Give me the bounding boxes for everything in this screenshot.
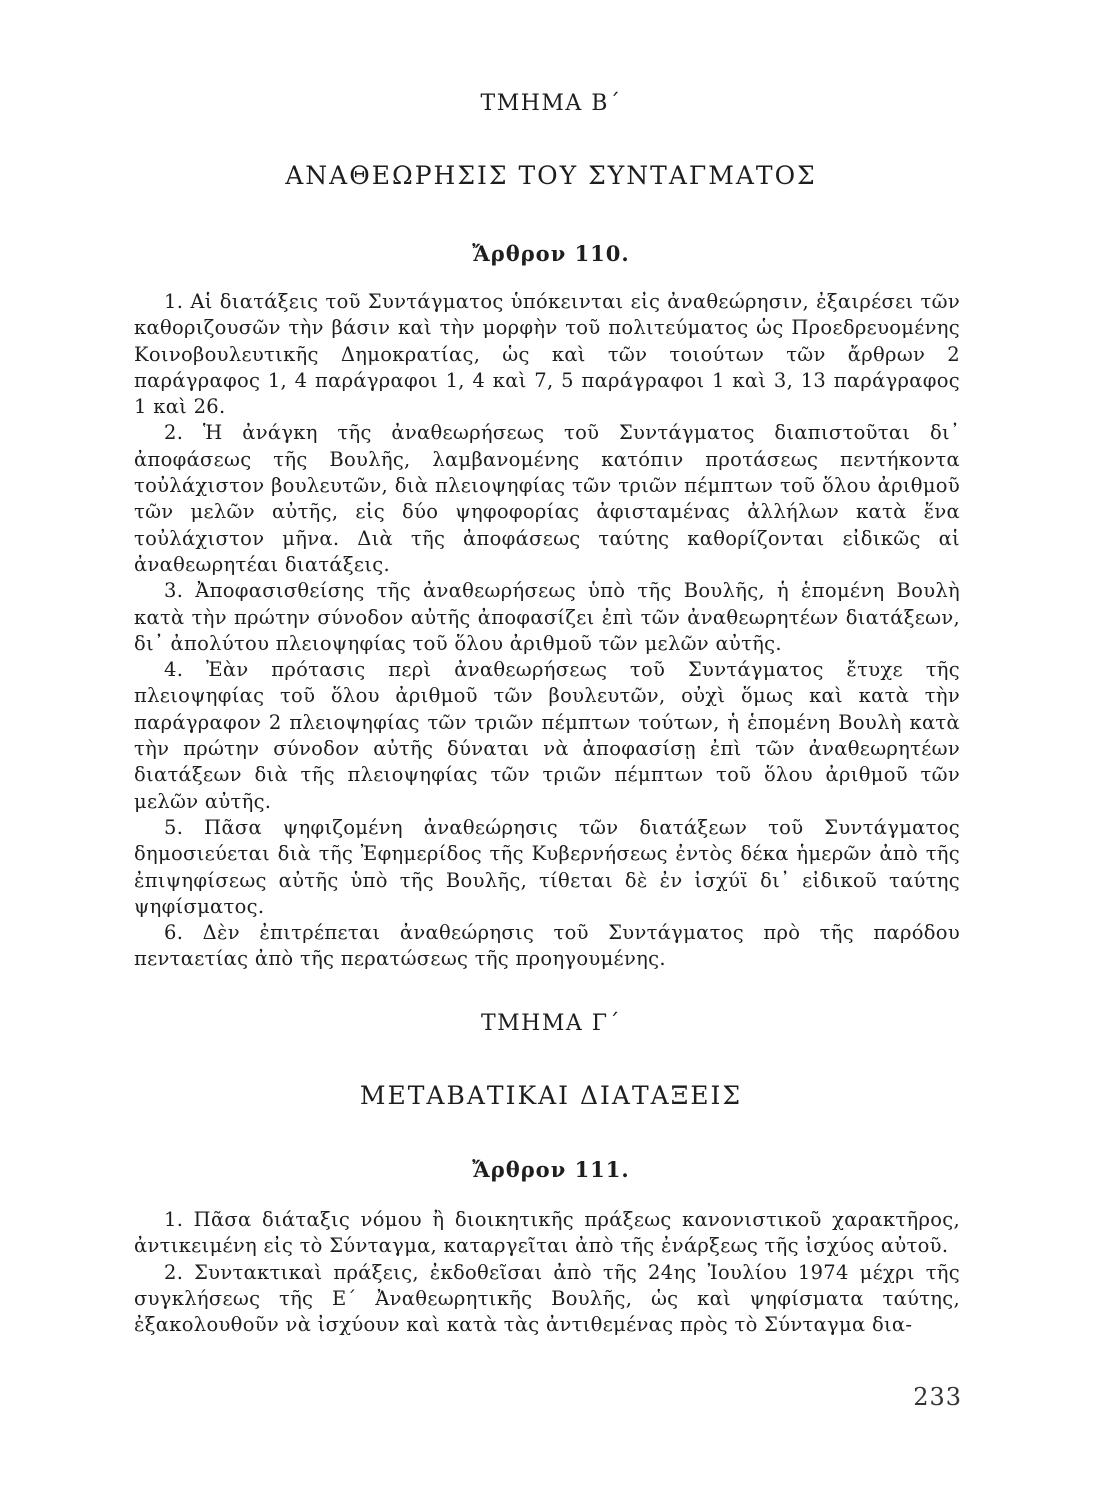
section-c-title: ΜΕΤΑΒΑΤΙΚΑΙ ΔΙΑΤΑΞΕΙΣ	[359, 1081, 743, 1110]
article-110-body	[134, 289, 960, 973]
article-111-heading: Ἄρθρον 111.	[472, 1157, 630, 1182]
section-c-heading: ΤΜΗΜΑ Γ΄	[480, 1011, 622, 1036]
section-b-heading: ΤΜΗΜΑ Β΄	[480, 91, 622, 116]
article-111-paragraph-2: 2. Συντακτικαὶ πράξεις, ἐκδοθεῖσαι ἀπὸ τῆς 24ης Ἰουλίου 1974 μέχρι τῆς συγκλήσεως τῆς Ε΄ Ἀναθεωρητικῆς Βουλῆς, ὡς καὶ ψηφίσματα ταύτης, ἐξακολουθοῦν νὰ ἰσχύουν καὶ κατὰ τὰς ἀντιθεμένας πρὸς τὸ Σύνταγμα δια-	[134, 1260, 960, 1337]
article-110-heading: Ἄρθρον 110.	[472, 241, 630, 266]
article-110-paragraph-1: 1. Αἱ διατάξεις τοῦ Συντάγματος ὑπόκεινται εἰς ἀναθεώρησιν, ἐξαιρέσει τῶν καθοριζουσῶν τὴν βάσιν καὶ τὴν μορφὴν τοῦ πολιτεύματος ὡς Προεδρευομένης Κοινοβουλευτικῆς Δημοκρατίας, ὡς καὶ τῶν τοιούτων τῶν ἄρθρων 2 παράγραφος 1, 4 παράγραφοι 1, 4 καὶ 7, 5 παράγραφοι 1 καὶ 3, 13 παράγραφος 1 καὶ 26.	[134, 290, 960, 419]
article-110-paragraph-5: 5. Πᾶσα ψηφιζομένη ἀναθεώρησις τῶν διατάξεων τοῦ Συντάγματος δημοσιεύεται διὰ τῆς Ἐφημερίδος τῆς Κυβερνήσεως ἐντὸς δέκα ἡμερῶν ἀπὸ τῆς ἐπιψηφίσεως αὐτῆς ὑπὸ τῆς Βουλῆς, τίθεται δὲ ἐν ἰσχύϊ δι᾿ εἰδικοῦ ταύτης ψηφίσματος.	[134, 815, 960, 918]
article-110-paragraph-2: 2. Ἡ ἀνάγκη τῆς ἀναθεωρήσεως τοῦ Συντάγματος διαπιστοῦται δι᾿ ἀποφάσεως τῆς Βουλῆς, λαμβανομένης κατόπιν προτάσεως πεντήκοντα τοὐλάχιστον βουλευτῶν, διὰ πλειοψηφίας τῶν τριῶν πέμπτων τοῦ ὅλου ἀριθμοῦ τῶν μελῶν αὐτῆς, εἰς δύο ψηφοφορίας ἀφισταμένας ἀλλήλων κατὰ ἕνα τοὐλάχιστον μῆνα. Διὰ τῆς ἀποφάσεως ταύτης καθορίζονται εἰδικῶς αἱ ἀναθεωρητέαι διατάξεις.	[134, 421, 960, 576]
article-111-body	[134, 1207, 960, 1338]
article-110-paragraph-3: 3. Ἀποφασισθείσης τῆς ἀναθεωρήσεως ὑπὸ τῆς Βουλῆς, ἡ ἑπομένη Βουλὴ κατὰ τὴν πρώτην σύνοδον αὐτῆς ἀποφασίζει ἐπὶ τῶν ἀναθεωρητέων διατάξεων, δι᾿ ἀπολύτου πλειοψηφίας τοῦ ὅλου ἀριθμοῦ τῶν μελῶν αὐτῆς.	[134, 579, 960, 655]
article-110-paragraph-6: 6. Δὲν ἐπιτρέπεται ἀναθεώρησις τοῦ Συντάγματος πρὸ τῆς παρόδου πενταετίας ἀπὸ τῆς περατώσεως τῆς προηγουμένης.	[134, 921, 960, 971]
section-b-title: ΑΝΑΘΕΩΡΗΣΙΣ ΤΟΥ ΣΥΝΤΑΓΜΑΤΟΣ	[285, 161, 817, 190]
page-number: 233	[913, 1383, 962, 1411]
article-111-paragraph-1: 1. Πᾶσα διάταξις νόμου ἢ διοικητικῆς πράξεως κανονιστικοῦ χαρακτῆρος, ἀντικειμένη εἰς τὸ Σύνταγμα, καταργεῖται ἀπὸ τῆς ἐνάρξεως τῆς ἰσχύος αὐτοῦ.	[134, 1208, 960, 1258]
article-110-paragraph-4: 4. Ἐὰν πρότασις περὶ ἀναθεωρήσεως τοῦ Συντάγματος ἔτυχε τῆς πλειοψηφίας τοῦ ὅλου ἀριθμοῦ τῶν βουλευτῶν, οὐχὶ ὅμως καὶ κατὰ τὴν παράγραφον 2 πλειοψηφίας τῶν τριῶν πέμπτων τούτων, ἡ ἑπομένη Βουλὴ κατὰ τὴν πρώτην σύνοδον αὐτῆς δύναται νὰ ἀποφασίσῃ ἐπὶ τῶν ἀναθεωρητέων διατάξεων διὰ τῆς πλειοψηφίας τῶν τριῶν πέμπτων τοῦ ὅλου ἀριθμοῦ τῶν μελῶν αὐτῆς.	[134, 658, 960, 813]
